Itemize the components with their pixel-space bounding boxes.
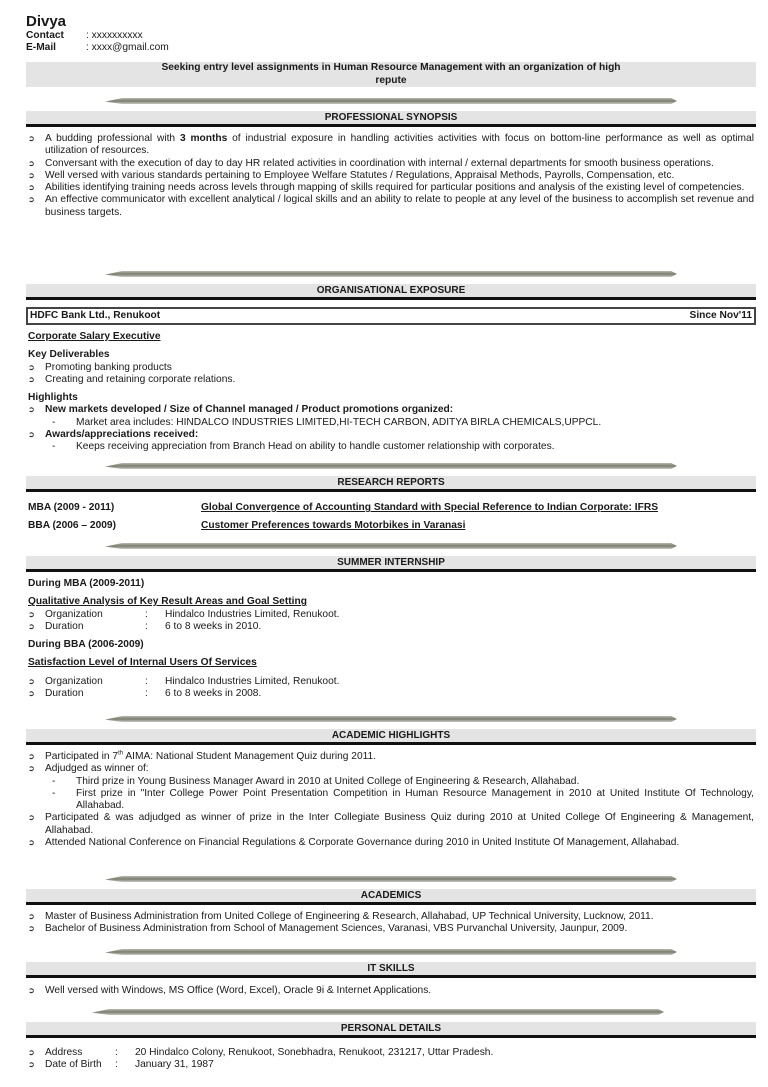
list-item: ➲ Bachelor of Business Administration from School of Management Sciences, Varanasi, VBS Purvanchal University, Jaunpur, 2009. [28, 923, 754, 935]
list-item: ➲ Creating and retaining corporate relations. [28, 374, 754, 386]
internship-period: During MBA (2009-2011) [28, 578, 145, 589]
divider [105, 716, 677, 722]
list-item: ➲ Conversant with the execution of day to day HR related activities in coordination with internal / external departments for smooth business operations. [28, 158, 754, 170]
job-role: Corporate Salary Executive [28, 331, 161, 342]
section-research-reports [26, 476, 756, 533]
sub-item: - Third prize in Young Business Manager Award in 2010 at United College of Engineering & Research, Allahabad. [28, 776, 754, 788]
resume-header [26, 13, 756, 54]
list-item: ➲ Master of Business Administration from United College of Engineering & Research, Allahabad, UP Technical University, Lucknow, 2011. [28, 911, 754, 923]
list-item: ➲ Abilities identifying training needs across levels through mapping of skills required for particular positions and analysis of the existing level of competencies. [28, 182, 754, 194]
list-item: ➲ Duration : 6 to 8 weeks in 2010. [28, 621, 754, 633]
contact-value: : xxxxxxxxxx [86, 30, 143, 41]
list-item: ➲ Promoting banking products [28, 362, 754, 374]
list-item: ➲ Address : 20 Hindalco Colony, Renukoot, Sonebhadra, Renukoot, 231217, Uttar Pradesh. [28, 1047, 754, 1059]
section-academics [26, 889, 756, 936]
section-title: SUMMER INTERNSHIP [26, 556, 756, 572]
contact-label: Contact [26, 30, 64, 41]
section-title: PERSONAL DETAILS [26, 1022, 756, 1038]
divider [105, 949, 677, 955]
section-synopsis [26, 111, 756, 219]
subheading: Highlights [28, 392, 78, 404]
list-item: ➲ Duration : 6 to 8 weeks in 2008. [28, 688, 754, 700]
email-value: : xxxx@gmail.com [86, 42, 169, 53]
subheading: Key Deliverables [28, 349, 110, 361]
list-item: ➲ Organization : Hindalco Industries Limited, Renukoot. [28, 676, 754, 688]
candidate-name: Divya [26, 13, 67, 30]
list-item: ➲ Participated in 7th AIMA: National Student Management Quiz during 2011. [28, 751, 754, 763]
divider [105, 543, 677, 549]
section-it-skills [26, 962, 756, 997]
sub-item: - First prize in "Inter College Power Point Presentation Competition in Human Resource Management in 2010 at United Institute Of Technology, Allahabad. [28, 788, 754, 813]
section-title: IT SKILLS [26, 962, 756, 978]
section-summer-internship [26, 556, 756, 700]
sub-item: - Keeps receiving appreciation from Branch Head on ability to handle customer relationship with corporates. [28, 441, 754, 453]
divider [105, 463, 677, 469]
employment-since: Since Nov'11 [689, 310, 752, 321]
career-objective: Seeking entry level assignments in Human Resource Management with an organization of high repute [26, 62, 756, 87]
email-label: E-Mail [26, 42, 57, 53]
research-row: MBA (2009 - 2011) Global Convergence of Accounting Standard with Special Reference to Indian Corporate: IFRS [28, 502, 658, 513]
section-organisational-exposure [26, 284, 756, 454]
list-item: ➲ New markets developed / Size of Channel managed / Product promotions organized: [28, 404, 754, 416]
employer-box [26, 307, 756, 325]
internship-period: During BBA (2006-2009) [28, 639, 144, 651]
list-item: ➲ Organization : Hindalco Industries Limited, Renukoot. [28, 609, 754, 621]
section-personal-details [26, 1022, 756, 1072]
list-item: ➲ Adjudged as winner of: [28, 763, 754, 775]
sub-item: - Market area includes: HINDALCO INDUSTRIES LIMITED,HI-TECH CARBON, ADITYA BIRLA CHEMICALS,UPPCL. [28, 417, 754, 429]
company-name: HDFC Bank Ltd., Renukoot [30, 310, 161, 321]
list-item: ➲ A budding professional with 3 months of industrial exposure in handling activities activities with focus on bottom-line performance as well as optimal utilization of resources. [28, 133, 754, 158]
list-item: ➲ Attended National Conference on Financial Regulations & Corporate Governance during 2010 in United Institute Of Management, Allahabad. [28, 837, 754, 849]
section-title: ACADEMIC HIGHLIGHTS [26, 729, 756, 745]
section-title: PROFESSIONAL SYNOPSIS [26, 111, 756, 127]
research-row: BBA (2006 – 2009) Customer Preferences towards Motorbikes in Varanasi [28, 520, 466, 532]
divider [105, 98, 677, 104]
list-item: ➲ Well versed with various standards pertaining to Employee Welfare Statutes / Regulations, Appraisal Methods, Payrolls, Compensation, etc. [28, 170, 754, 182]
section-title: RESEARCH REPORTS [26, 476, 756, 492]
section-academic-highlights [26, 729, 756, 849]
divider [105, 876, 677, 882]
project-title: Satisfaction Level of Internal Users Of Services [28, 657, 257, 669]
divider [105, 271, 677, 277]
list-item: ➲ An effective communicator with excellent analytical / logical skills and an ability to relate to people at any level of the business to accomplish set revenue and business targets. [28, 194, 754, 219]
section-title: ORGANISATIONAL EXPOSURE [26, 284, 756, 300]
project-title: Qualitative Analysis of Key Result Areas and Goal Setting [28, 596, 307, 608]
list-item: ➲ Date of Birth : January 31, 1987 [28, 1059, 754, 1071]
divider [92, 1009, 664, 1015]
section-title: ACADEMICS [26, 889, 756, 905]
list-item: ➲ Participated & was adjudged as winner of prize in the Inter Collegiate Business Quiz during 2010 at United College Of Engineering & Management, Allahabad. [28, 812, 754, 837]
list-item: ➲ Awards/appreciations received: [28, 429, 754, 441]
list-item: ➲ Well versed with Windows, MS Office (Word, Excel), Oracle 9i & Internet Applications. [28, 985, 754, 997]
